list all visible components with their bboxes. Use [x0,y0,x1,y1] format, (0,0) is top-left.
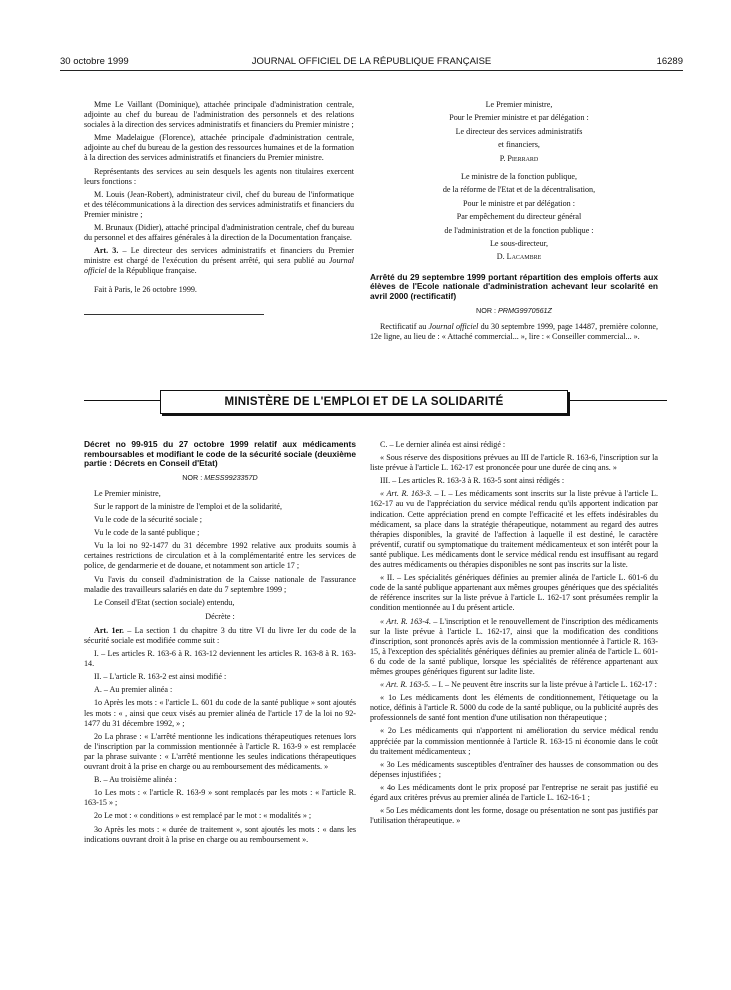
header-date: 30 octobre 1999 [60,56,129,67]
paragraph: Le Conseil d'Etat (section sociale) entendu, [94,597,235,607]
column-separator [84,314,264,315]
right-column-top [370,100,658,345]
paragraph: M. Louis (Jean-Robert), administrateur civil, chef du bureau de l'informatique et des télécommunications à la direction des services administratifs et financiers du Premier ministre ; [84,189,354,219]
paragraph: 2o La phrase : « L'arrêté mentionne les indications thérapeutiques retenues lors de l'inscription par la commission mentionnée à l'article R. 163-9 » est remplacée par la phrase suivante : « L'arrêté mentionne les seules indications thérapeutiques ouvrant droit à la prise en charge ou au remboursement des médicaments. » [84,731,356,772]
paragraph: 1o Après les mots : « l'article L. 601 du code de la santé publique » sont ajoutés les mots : « , ainsi que ceux visés au premier alinéa de l'article 17 de la loi no 92-1477 du 31 décembre 1992, » ; [84,698,356,728]
paragraph: « 2o Les médicaments qui n'apportent ni amélioration du service médical rendu appréciée par la commission mentionnée à l'article R. 163-15 ni économie dans le coût du traitement médicamenteux ; [370,726,658,756]
paragraph: Vu l'avis du conseil d'administration de la Caisse nationale de l'assurance maladie des travailleurs salariés en date du 7 septembre 1999 ; [84,574,356,594]
signatory-name: P. Pierrard [499,153,539,163]
paragraph: III. – Les articles R. 163-3 à R. 163-5 sont ainsi rédigés : [380,476,565,486]
header-page-number: 16289 [656,56,683,67]
paragraph: « 4o Les médicaments dont le prix proposé par l'entreprise ne serait pas justifié eu égard aux critères prévus au premier alinéa de l'article L. 162-16-1 ; [370,782,658,802]
paragraph: « Sous réserve des dispositions prévues au III de l'article R. 163-6, l'inscription sur la liste prévue à l'article L. 162-17 est prononcée pour une durée de cinq ans. » [370,453,658,473]
nor-reference: NOR : MESS9923357D [182,472,258,482]
paragraph: II. – L'article R. 163-2 est ainsi modifié : [94,672,227,682]
done-at: Fait à Paris, le 26 octobre 1999. [94,284,197,294]
paragraph: 1o Les mots : « l'article R. 163-9 » sont remplacés par les mots : « l'article R. 163-15 » ; [84,788,356,808]
article-label: Art. 3. [94,246,119,256]
right-column-bottom [370,440,658,829]
decret-title: Décret no 99-915 du 27 octobre 1999 relatif aux médicaments remboursables et modifiant le code de la sécurité sociale (deuxième partie : Décrets en Conseil d'Etat) [84,439,356,469]
rectificatif: Rectificatif au Journal officiel du 30 septembre 1999, page 14487, première colonne, 12e ligne, au lieu de : « Attaché commercial... », lire : « Conseiller commercial... ». [370,321,658,341]
paragraph: Représentants des services au sein desquels les agents non titulaires exercent leurs fonctions : [84,166,354,186]
paragraph: Vu la loi no 92-1477 du 31 décembre 1992 relative aux produits soumis à certaines restrictions de circulation et à la complémentarité entre les services de police, de gendarmerie et de douane, et notamment son article 17 ; [84,541,356,571]
header-rule [60,70,683,71]
article-3: Art. 3. – Le directeur des services administratifs et financiers du Premier ministre est chargé de l'exécution du présent arrêté, qui sera publié au Journal officiel de la République française. [84,246,355,276]
article-r163-5: « Art. R. 163-5. – I. – Ne peuvent être inscrits sur la liste prévue à l'article L. 162-17 : [380,680,657,690]
paragraph: B. – Au troisième alinéa : [94,775,177,785]
left-column-bottom [84,440,356,848]
article-r163-3: « Art. R. 163-3. – I. – Les médicaments sont inscrits sur la liste prévue à l'article L. 162-17 au vu de l'appréciation du service médical rendu qu'ils apportent indication par indication. Cette appréciation prend en compte l'efficacité et les effets indésirables du médicament, sa place dans la stratégie thérapeutique, notamment au regard des autres thérapies disponibles, la gravité de l'affection à laquelle il est destiné, le caractère préventif, curatif ou symptomatique du traitement médicamenteux et son intérêt pour la santé publique. Les médicaments dont le service médical rendu est insuffisant au regard des autres médicaments ou thérapies disponibles ne sont pas inscrits sur la liste. [370,489,658,570]
paragraph: « 1o Les médicaments dont les éléments de conditionnement, l'étiquetage ou la notice, définis à l'article R. 5000 du code de la santé publique, ou la publicité auprès des professionnels de santé font mention d'une utilisation non thérapeutique ; [370,693,658,723]
signature-block-1: Le Premier ministre, Pour le Premier ministre et par délégation : Le directeur des services administratifs et financiers, P. Pierrard [370,100,658,164]
article-1: Art. 1er. – La section 1 du chapitre 3 du titre VI du livre Ier du code de la sécurité sociale est modifiée comme suit : [84,625,356,645]
signature-block-2: Le ministre de la fonction publique, de la réforme de l'Etat et de la décentralisation, Pour le ministre et par délégation : Par empêchement du directeur général de l'administration et de la fonction publique : Le sous-directeur, D. Lacambre [370,172,658,263]
header-title: JOURNAL OFFICIEL DE LA RÉPUBLIQUE FRANÇAISE [251,56,492,67]
article-r163-4: « Art. R. 163-4. – L'inscription et le renouvellement de l'inscription des médicaments sur la liste prévue à l'article L. 162-17, ainsi que la modification des conditions d'inscription, sont prononcés après avis de la commission mentionnée à l'article R. 163-15, à l'exception des spécialités génériques définies au premier alinéa de l'article L. 601-6 du code de la santé publique, lorsque les spécialités de référence appartenant aux mêmes groupes génériques figurent sur ladite liste. [370,616,658,676]
paragraph: 3o Après les mots : « durée de traitement », sont ajoutés les mots : « dans les indications ouvrant droit à la prise en charge ou au remboursement ». [84,824,356,844]
paragraph: Le Premier ministre, [94,488,161,498]
paragraph: C. – Le dernier alinéa est ainsi rédigé : [380,440,506,449]
ministry-heading: MINISTÈRE DE L'EMPLOI ET DE LA SOLIDARITÉ [160,390,568,414]
paragraph: Vu le code de la sécurité sociale ; [94,515,203,525]
paragraph: A. – Au premier alinéa : [94,685,173,695]
decrete: Décrète : [205,611,235,621]
paragraph: « 3o Les médicaments susceptibles d'entraîner des hausses de consommation ou des dépenses injustifiées ; [370,759,658,779]
paragraph: M. Brunaux (Didier), attaché principal d'administration centrale, chef du bureau du personnel et des affaires générales à la direction de la Documentation française. [84,223,354,243]
paragraph: « 5o Les médicaments dont les forme, dosage ou présentation ne sont pas justifiés par l'utilisation thérapeutique. » [370,806,658,826]
left-column-top [84,100,354,298]
signatory-name: D. Lacambre [496,252,542,262]
arrete-title: Arrêté du 29 septembre 1999 portant répartition des emplois offerts aux élèves de l'Ecole nationale d'administration achevant leur scolarité en avril 2000 (rectificatif) [370,271,658,302]
paragraph: « II. – Les spécialités génériques définies au premier alinéa de l'article L. 601-6 du code de la santé publique appartenant aux mêmes groupes génériques que des spécialités de référence inscrites sur la liste prévue à l'article L. 162-17 sont présumées remplir la condition mentionnée au I du présent article. [370,573,658,613]
paragraph: 2o Le mot : « conditions » est remplacé par le mot : « modalités » ; [94,811,312,821]
paragraph: Mme Madelaigue (Florence), attachée principale d'administration centrale, adjointe au chef du bureau de la gestion des ressources humaines et de la formation à la direction des services administratifs et financiers du Premier ministre. [84,133,354,163]
paragraph: Vu le code de la santé publique ; [94,528,200,538]
paragraph: Mme Le Vaillant (Dominique), attachée principale d'administration centrale, adjointe au chef du bureau de l'administration des personnels et des relations sociales à la direction des services administratifs et financiers du Premier ministre ; [84,100,354,130]
nor-reference: NOR : PRMG9970561Z [476,305,552,315]
paragraph: Sur le rapport de la ministre de l'emploi et de la solidarité, [94,501,283,511]
paragraph: I. – Les articles R. 163-6 à R. 163-12 deviennent les articles R. 163-8 à R. 163-14. [84,649,356,669]
